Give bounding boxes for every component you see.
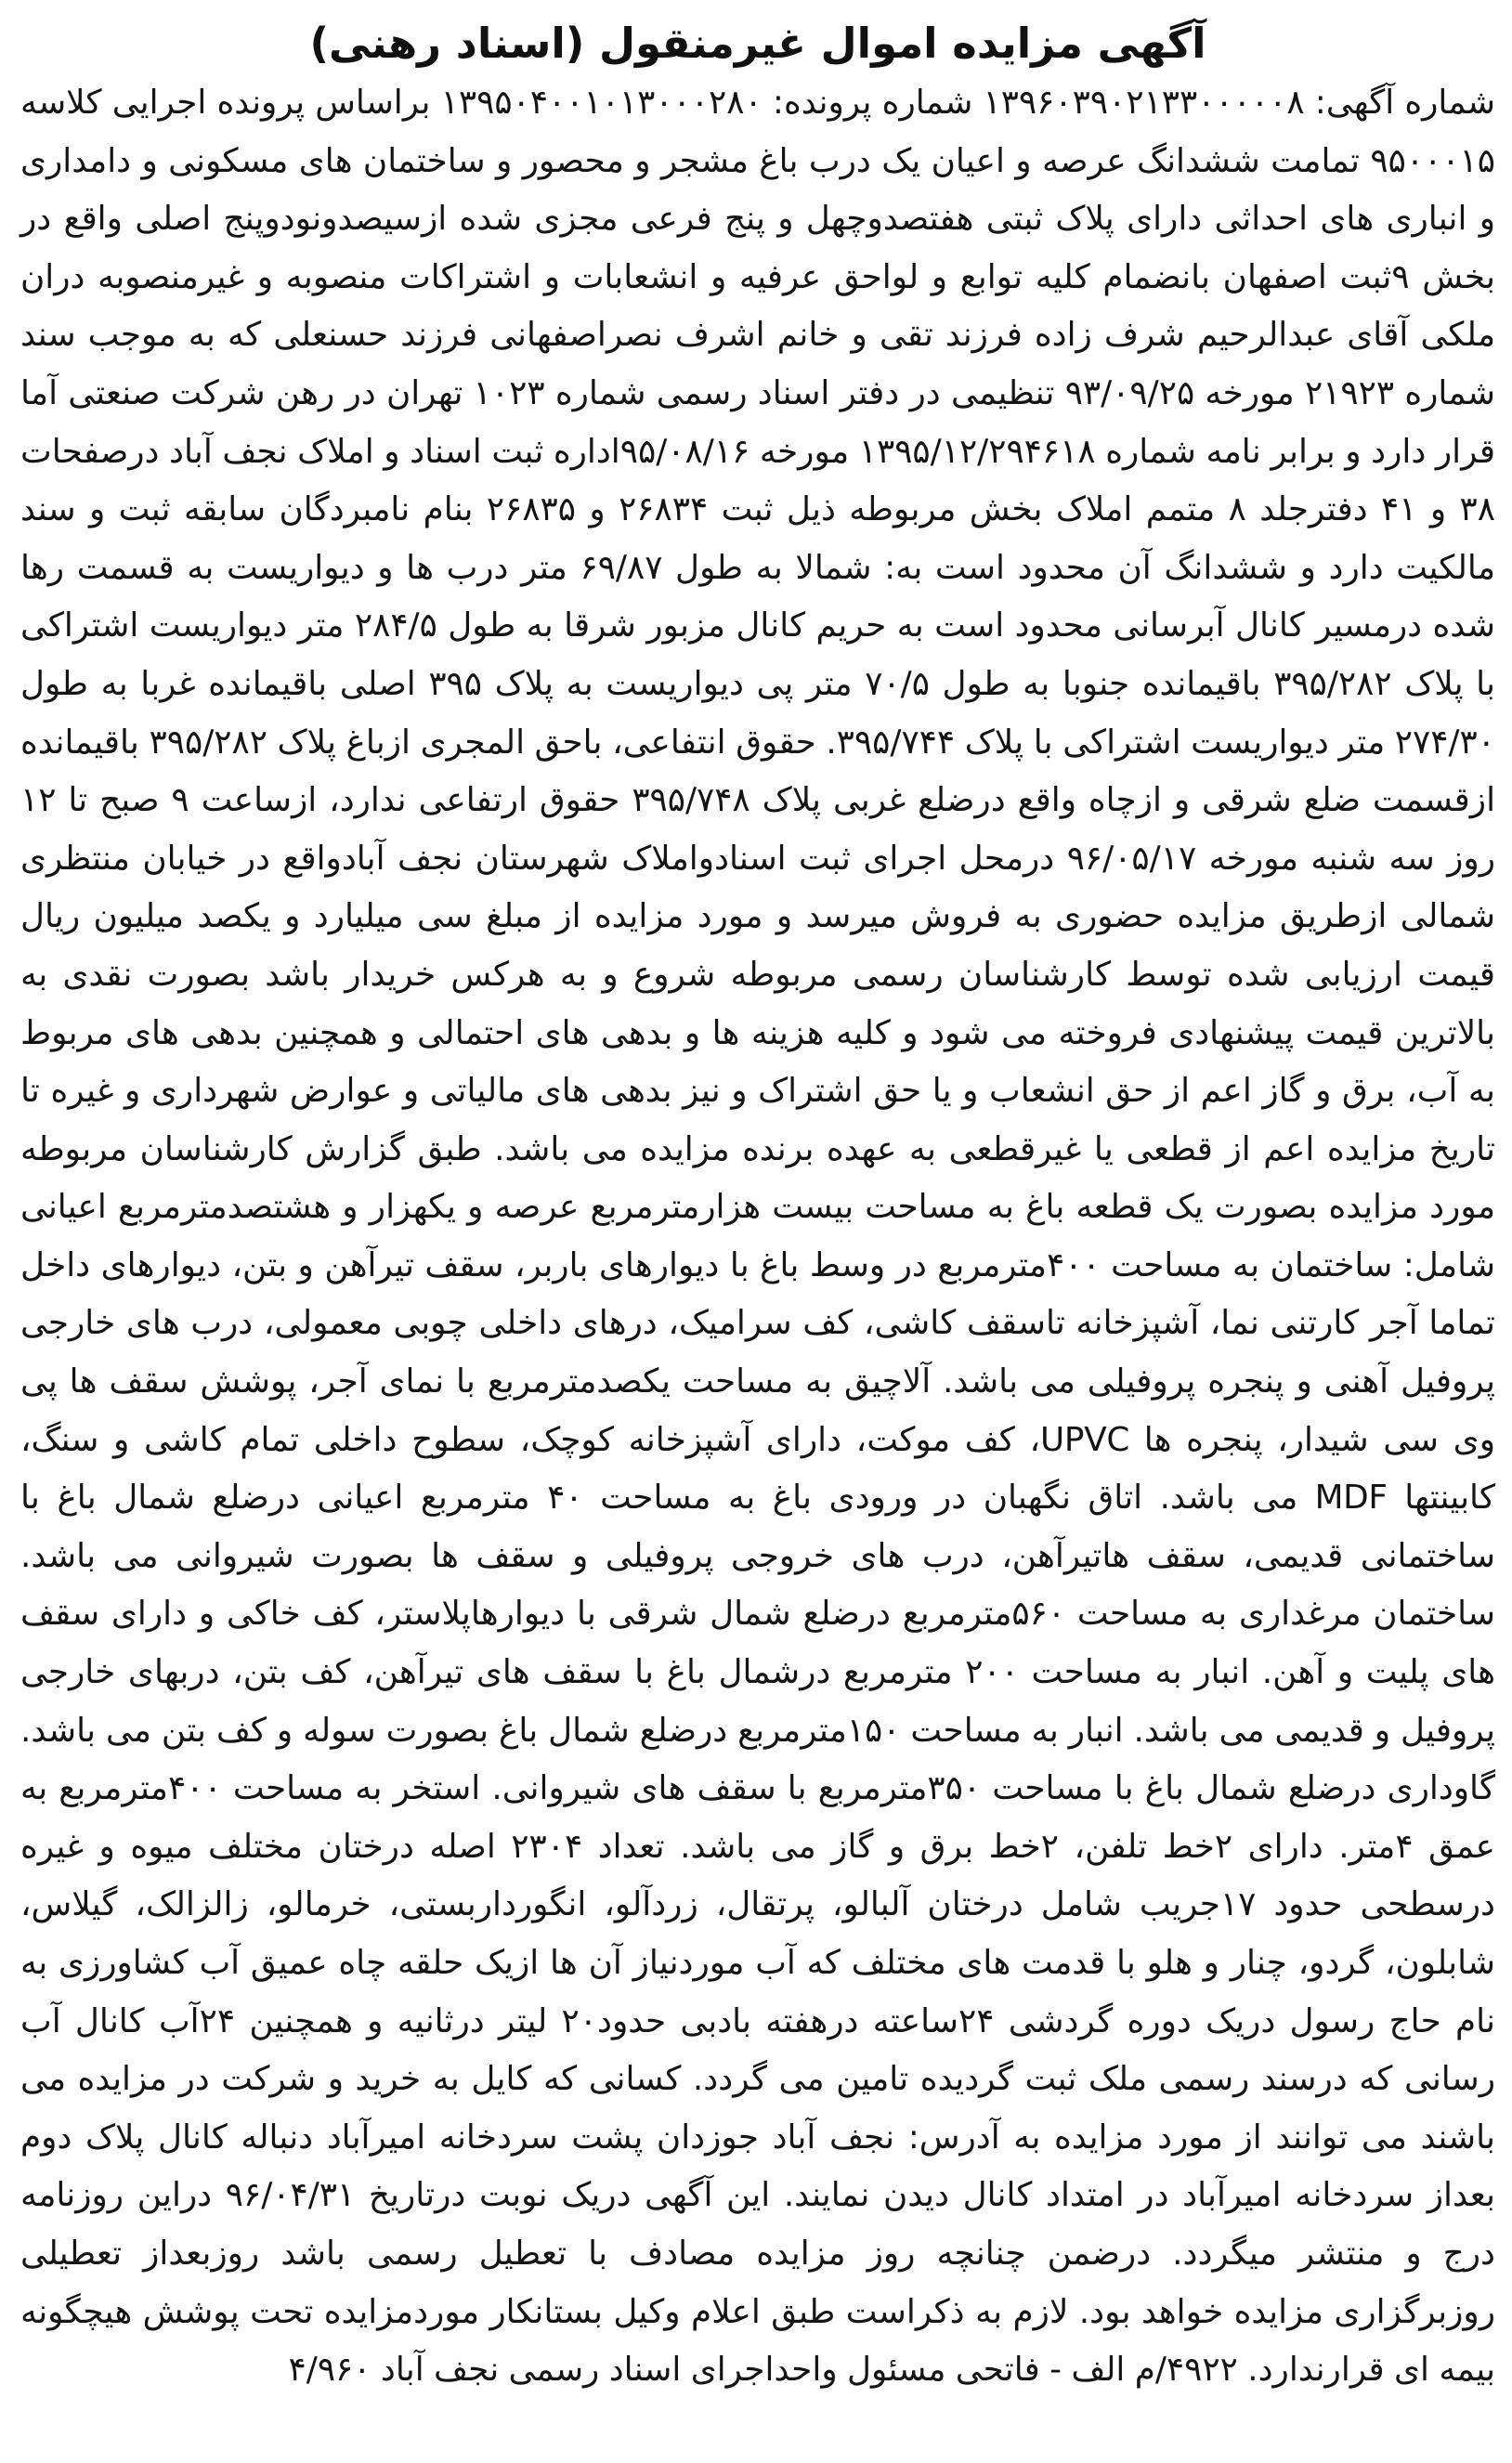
clipped-previous-line [20, 0, 1495, 13]
notice-title: آگهی مزایده اموال غیرمنقول (اسناد رهنی) [309, 19, 1206, 68]
notice-body: شماره آگهی: ۱۳۹۶۰۳۹۰۲۱۳۳۰۰۰۰۰۸ شماره پرونده: ۱۳۹۵۰۴۰۰۱۰۱۳۰۰۰۲۸۰ براساس پرونده اجرایی کلاسه ۹۵۰۰۰۱۵ تمامت ششدانگ عرصه و اعیان یک درب باغ مشجر و محصور و ساختمان های مسکونی و دامداری و انباری های احداثی دارای پلاک ثبتی هفتصدوچهل و پنج فرعی مجزی شده ازسیصدونودوپنج اصلی واقع در بخش ۹ثبت اصفهان بانضمام کلیه توابع و لواحق عرفیه و انشعابات و اشتراکات منصوبه و غیرمنصوبه دران ملکی آقای عبدالرحیم شرف زاده فرزند تقی و خانم اشرف نصراصفهانی فرزند حسنعلی که به موجب سند شماره ۲۱۹۲۳ مورخه ۹۳/۰۹/۲۵ تنظیمی در دفتر اسناد رسمی شماره ۱۰۲۳ تهران در رهن شرکت صنعتی آما قرار دارد و برابر نامه شماره ۱۳۹۵/۱۲/۲۹۴۶۱۸ مورخه ۹۵/۰۸/۱۶اداره ثبت اسناد و املاک نجف آباد درصفحات ۳۸ و ۴۱ دفترجلد ۸ متمم املاک بخش مربوطه ذیل ثبت ۲۶۸۳۴ و ۲۶۸۳۵ بنام نامبردگان سابقه ثبت و سند مالکیت دارد و ششدانگ آن محدود است به: شمالا به طول ۶۹/۸۷ متر درب ها و دیواریست به قسمت رها شده درمسیر کانال آبرسانی محدود است به حریم کانال مزبور شرقا به طول ۲۸۴/۵ متر دیواریست اشتراکی با پلاک ۳۹۵/۲۸۲ باقیمانده جنوبا به طول ۷۰/۵ متر پی دیواریست به پلاک ۳۹۵ اصلی باقیمانده غربا به طول ۲۷۴/۳۰ متر دیواریست اشتراکی با پلاک ۳۹۵/۷۴۴. حقوق انتفاعی، باحق المجری ازباغ پلاک ۳۹۵/۲۸۲ باقیمانده ازقسمت ضلع شرقی و ازچاه واقع درضلع غربی پلاک ۳۹۵/۷۴۸ حقوق ارتفاعی ندارد، ازساعت ۹ صبح تا ۱۲ روز سه شنبه مورخه ۹۶/۰۵/۱۷ درمحل اجرای ثبت اسنادواملاک شهرستان نجف آبادواقع در خیابان منتظری شمالی ازطریق مزایده حضوری به فروش میرسد و مورد مزایده از مبلغ سی میلیارد و یکصد میلیون ریال قیمت ارزیابی شده توسط کارشناسان رسمی مربوطه شروع و به هرکس خریدار باشد بصورت نقدی به بالاترین قیمت پیشنهادی فروخته می شود و کلیه هزینه ها و بدهی های احتمالی و همچنین بدهی های مربوط به آب، برق و گاز اعم از حق انشعاب و یا حق اشتراک و نیز بدهی های مالیاتی و عوارض شهرداری و غیره تا تاریخ مزایده اعم از قطعی یا غیرقطعی به عهده برنده مزایده می باشد. طبق گزارش کارشناسان مربوطه مورد مزایده بصورت یک قطعه باغ به مساحت بیست هزارمترمربع عرصه و یکهزار و هشتصدمترمربع اعیانی شامل: ساختمان به مساحت ۴۰۰مترمربع در وسط باغ با دیوارهای باربر، سقف تیرآهن و بتن، دیوارهای داخل تماما آجر کارتنی نما، آشپزخانه تاسقف کاشی، کف سرامیک، درهای داخلی چوبی معمولی، درب های خارجی پروفیل آهنی و پنجره پروفیلی می باشد. آلاچیق به مساحت یکصدمترمربع با نمای آجر، پوشش سقف ها پی وی سی شیدار، پنجره ها UPVC، کف موکت، دارای آشپزخانه کوچک، سطوح داخلی تمام کاشی و سنگ، کابینتها MDF می باشد. اتاق نگهبان در ورودی باغ به مساحت ۴۰ مترمربع اعیانی درضلع شمال باغ با ساختمانی قدیمی، سقف هاتیرآهن، درب های خروجی پروفیلی و سقف ها بصورت شیروانی می باشد. ساختمان مرغداری به مساحت ۵۶۰مترمربع درضلع شمال شرقی با دیوارهاپلاستر، کف خاکی و دارای سقف های پلیت و آهن. انبار به مساحت ۲۰۰ مترمربع درشمال باغ با سقف های تیرآهن، کف بتن، دربهای خارجی پروفیل و قدیمی می باشد. انبار به مساحت ۱۵۰مترمربع درضلع شمال باغ بصورت سوله و کف بتن می باشد. گاوداری درضلع شمال باغ با مساحت ۳۵۰مترمربع با سقف های شیروانی. استخر به مساحت ۴۰۰مترمربع به عمق ۴متر. دارای ۲خط تلفن، ۲خط برق و گاز می باشد. تعداد ۲۳۰۴ اصله درختان مختلف میوه و غیره درسطحی حدود ۱۷جریب شامل درختان آلبالو، پرتقال، زردآلو، انگورداربستی، خرمالو، زالزالک، گیلاس، شابلون، گردو، چنار و هلو با قدمت های مختلف که آب موردنیاز آن ها ازیک حلقه چاه عمیق آب کشاورزی به نام حاج رسول دریک دوره گردشی ۲۴ساعته درهفته بادبی حدود۲۰ لیتر درثانیه و همچنین ۲۴آب کانال آب رسانی که درسند رسمی ملک ثبت گردیده تامین می گردد. کسانی که کایل به خرید و شرکت در مزایده می باشند می توانند از مورد مزایده به آدرس: نجف آباد جوزدان پشت سردخانه امیرآباد دنباله کانال پلاک دوم بعداز سردخانه امیرآباد در امتداد کانال دیدن نمایند. این آگهی دریک نوبت درتاریخ ۹۶/۰۴/۳۱ دراین روزنامه درج و منتشر میگردد. درضمن چنانچه روز مزایده مصادف با تعطیل رسمی باشد روزبعداز تعطیلی روزبرگزاری مزایده خواهد بود. لازم به ذکراست طبق اعلام وکیل بستانکار موردمزایده تحت پوشش هیچگونه بیمه ای قرارندارد. ۴۹۲۲/م الف - فاتحی مسئول واحداجرای اسناد رسمی نجف آباد ۴/۹۶۰ [20, 84, 1496, 2390]
